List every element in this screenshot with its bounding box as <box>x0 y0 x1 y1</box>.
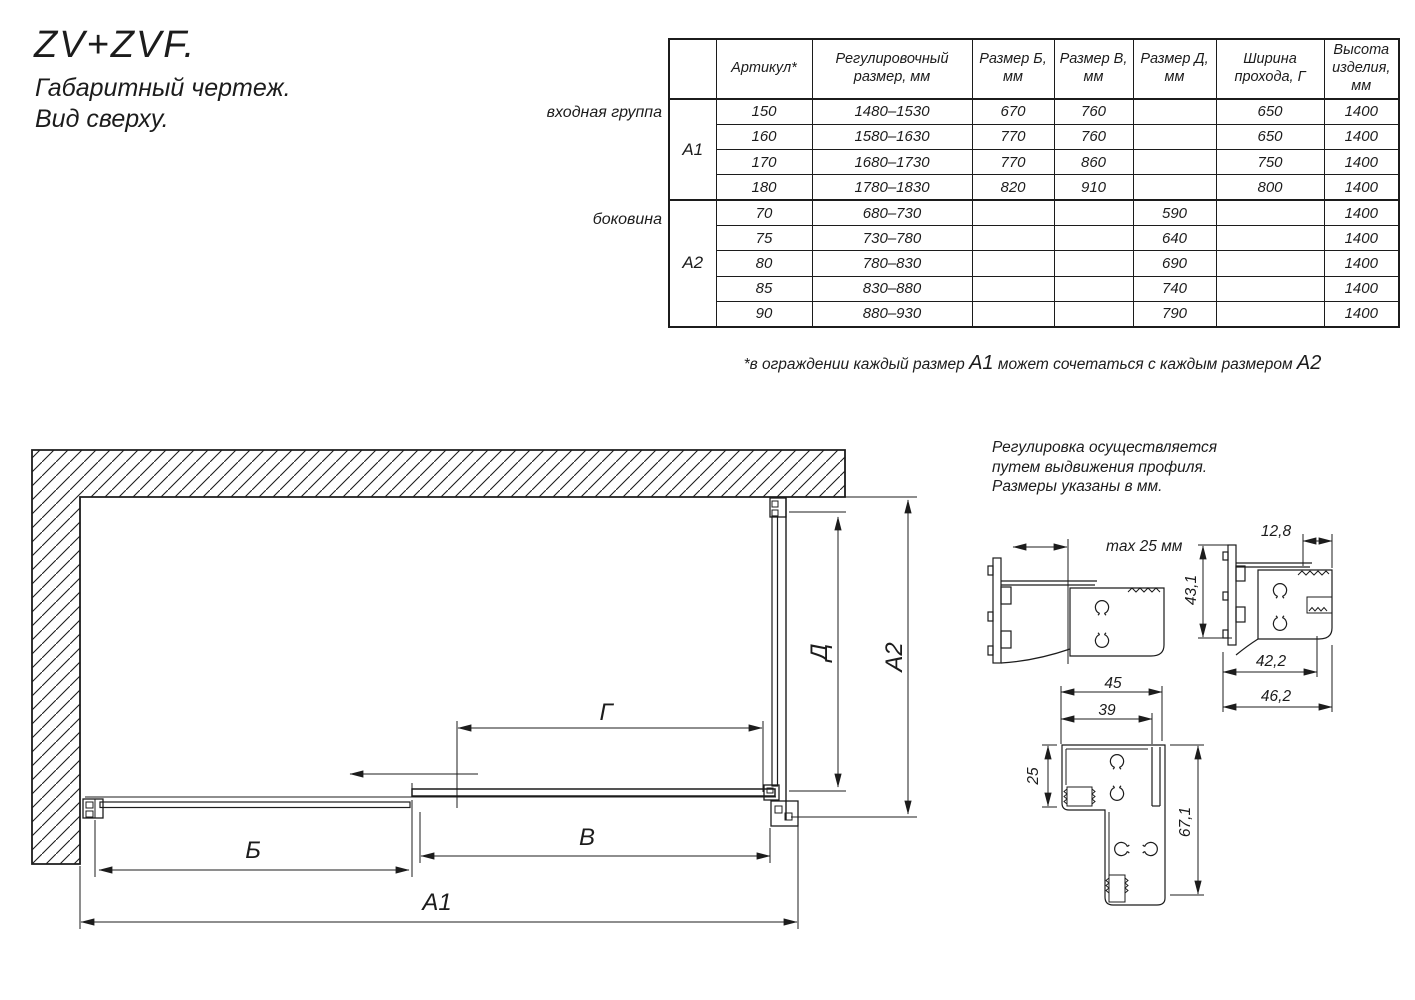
dim-42-2: 42,2 <box>1255 653 1287 670</box>
dim-25: 25 <box>1025 767 1042 785</box>
table-header-row <box>669 39 1399 99</box>
table-row: А1 150 1480–1530 670 760 650 1400 <box>669 99 1399 124</box>
dim-67-1: 67,1 <box>1177 806 1194 838</box>
page-title: ZV+ZVF. <box>34 24 197 66</box>
adjustment-note: Регулировка осуществляется путем выдвижения профиля. Размеры указаны в мм. <box>992 439 1217 496</box>
header-article: Артикул* <box>716 39 812 99</box>
dim-label-a1: А1 <box>422 889 452 916</box>
group-code-a1: А1 <box>669 99 716 200</box>
header-height: Высота изделия, мм <box>1324 39 1399 99</box>
table-row: 80 780–830 690 1400 <box>669 251 1399 276</box>
profile-detail-side <box>1198 534 1332 712</box>
table-footnote: *в ограждении каждый размер А1 может сочетаться с каждым размером А2 <box>743 352 1322 374</box>
dimension-lines <box>80 497 917 929</box>
side-panel-top-bracket <box>770 498 786 517</box>
group-label-entry: входная группа <box>546 104 662 121</box>
dim-label-d: Д <box>806 643 833 661</box>
header-empty <box>669 39 716 99</box>
page-subtitle-2: Вид сверху. <box>35 105 169 133</box>
dim-label-v: В <box>578 824 596 851</box>
group-code-a2: А2 <box>669 200 716 326</box>
table-row: 85 830–880 740 1400 <box>669 276 1399 301</box>
dim-max25: max 25 мм <box>1106 538 1183 555</box>
header-size-v: Размер В, мм <box>1054 39 1133 99</box>
door-panel-glass <box>412 789 775 796</box>
profile-detail-wall <box>988 539 1164 664</box>
dimensions-table <box>668 38 1400 328</box>
table-row: 180 1780–1830 820 910 800 1400 <box>669 175 1399 200</box>
table-row: 75 730–780 640 1400 <box>669 225 1399 250</box>
enclosure-panels <box>83 497 798 826</box>
dim-39: 39 <box>1098 702 1116 719</box>
dim-43-1: 43,1 <box>1183 574 1200 606</box>
header-size-d: Размер Д, мм <box>1133 39 1216 99</box>
header-pass-g: Ширина прохода, Г <box>1216 39 1324 99</box>
dim-label-b: Б <box>245 837 261 864</box>
side-panel-glass <box>772 516 778 786</box>
header-adjust: Регулировочный размер, мм <box>812 39 972 99</box>
group-label-side: боковина <box>592 211 662 228</box>
dim-label-a2: А2 <box>881 642 908 672</box>
dim-46-2: 46,2 <box>1260 688 1292 705</box>
fixed-panel-glass <box>100 802 410 808</box>
table-row: 170 1680–1730 770 860 750 1400 <box>669 150 1399 175</box>
dim-12-8: 12,8 <box>1260 523 1292 540</box>
header-size-b: Размер Б, мм <box>972 39 1054 99</box>
table-row: 90 880–930 790 1400 <box>669 301 1399 326</box>
dim-45: 45 <box>1104 675 1122 692</box>
page-subtitle-1: Габаритный чертеж. <box>35 74 291 102</box>
table-row: А2 70 680–730 590 1400 <box>669 200 1399 225</box>
table-row: 160 1580–1630 770 760 650 1400 <box>669 124 1399 149</box>
dim-label-g: Г <box>599 699 613 726</box>
profile-detail-corner <box>1042 686 1204 905</box>
